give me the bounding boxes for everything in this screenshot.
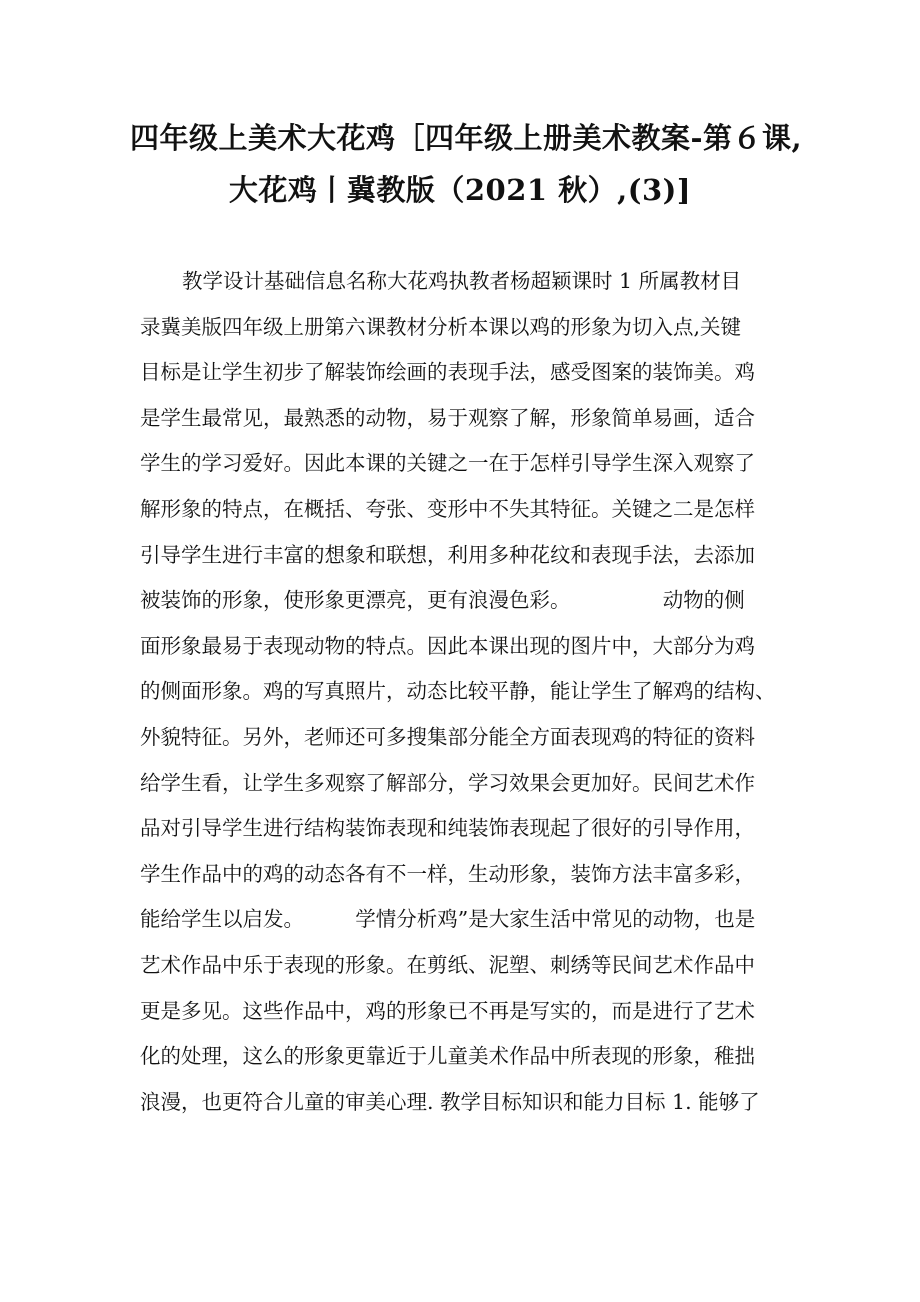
body-line: 学生的学习爱好。因此本课的关键之一在于怎样引导学生深入观察了 (140, 451, 755, 476)
body-line: 能给学生以启发。 学情分析鸡”是大家生活中常见的动物，也是 (140, 907, 756, 932)
title-line: 四年级上美术大花鸡［四年级上册美术教案-第６课, (130, 121, 803, 155)
body-line: 浪漫，也更符合儿童的审美心理. 教学目标知识和能力目标 1. 能够了 (140, 1089, 760, 1114)
body-line: 教学设计基础信息名称大花鸡执教者杨超颖课时 1 所属教材目 (182, 269, 742, 293)
body-line: 艺术作品中乐于表现的形象。在剪纸、泥塑、刺绣等民间艺术作品中 (140, 952, 755, 977)
body-line: 目标是让学生初步了解装饰绘画的表现手法，感受图案的装饰美。鸡 (140, 360, 755, 385)
body-line: 解形象的特点，在概括、夸张、变形中不失其特征。关键之二是怎样 (140, 496, 755, 521)
document-body (140, 259, 785, 1125)
body-line: 外貌特征。另外，老师还可多搜集部分能全方面表现鸡的特征的资料 (140, 724, 755, 749)
body-line: 被装饰的形象，使形象更漂亮，更有浪漫色彩。 动物的侧 (140, 588, 745, 613)
body-line: 更是多见。这些作品中，鸡的形象已不再是写实的，而是进行了艺术 (140, 998, 755, 1023)
body-line: 品对引导学生进行结构装饰表现和纯装饰表现起了很好的引导作用， (140, 816, 755, 841)
body-line: 的侧面形象。鸡的写真照片，动态比较平静，能让学生了解鸡的结构、 (140, 679, 776, 704)
body-line: 是学生最常见，最熟悉的动物，易于观察了解，形象简单易画，适合 (140, 405, 755, 430)
title-line: 大花鸡丨冀教版（2021 秋）,(3)] (228, 173, 692, 207)
body-line: 面形象最易于表现动物的特点。因此本课出现的图片中，大部分为鸡 (140, 633, 755, 658)
document-title (130, 112, 803, 216)
body-line: 引导学生进行丰富的想象和联想，利用多种花纹和表现手法，去添加 (140, 542, 755, 567)
body-line: 录冀美版四年级上册第六课教材分析本课以鸡的形象为切入点,关键 (140, 314, 742, 339)
body-line: 给学生看，让学生多观察了解部分，学习效果会更加好。民间艺术作 (140, 770, 755, 795)
body-line: 化的处理，这么的形象更靠近于儿童美术作品中所表现的形象，稚拙 (140, 1044, 755, 1069)
body-line: 学生作品中的鸡的动态各有不一样，生动形象，装饰方法丰富多彩， (140, 861, 755, 886)
